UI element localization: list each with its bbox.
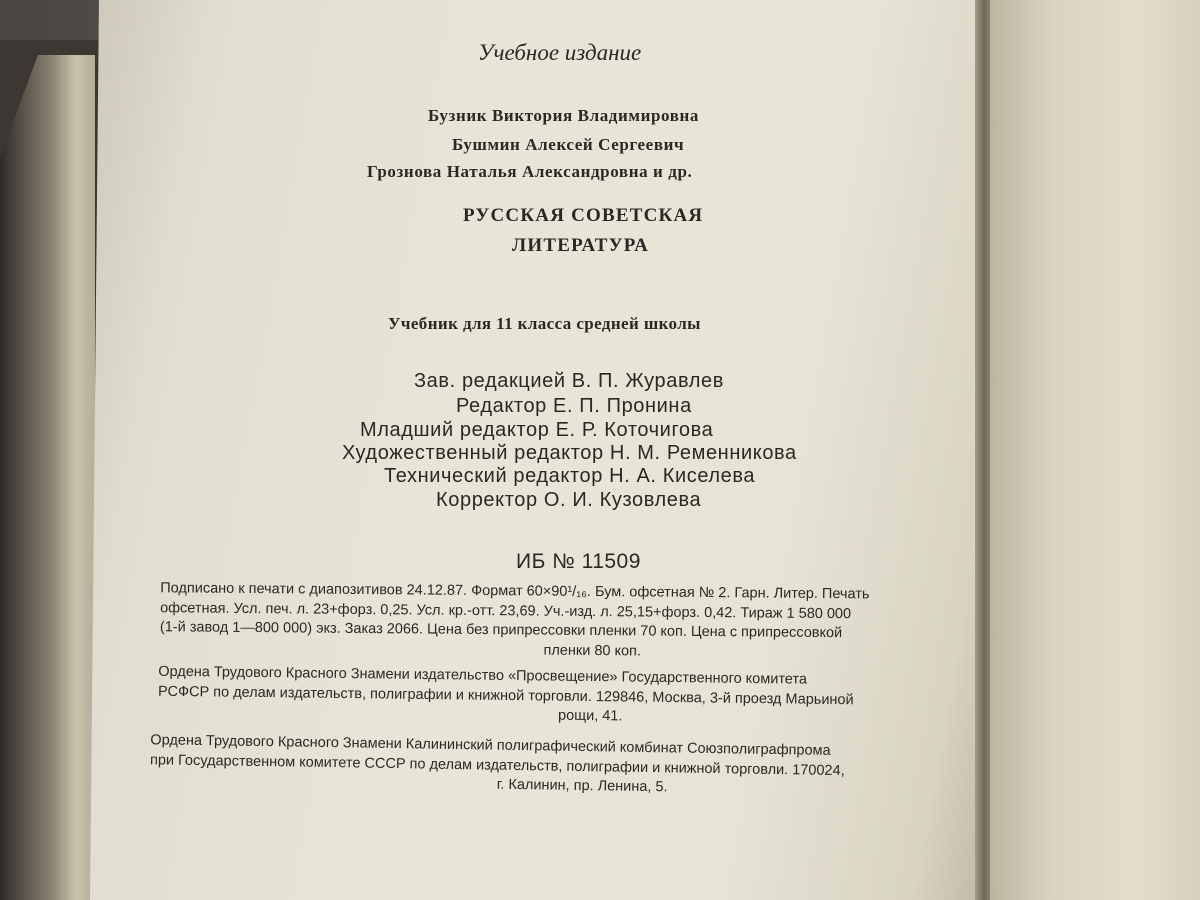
edition-type: Учебное издание (478, 40, 642, 65)
author-2: Бушмин Алексей Сергеевич (452, 135, 685, 154)
printer-line: г. Калинин, пр. Ленина, 5. (496, 776, 668, 796)
author-1: Бузник Виктория Владимировна (428, 106, 699, 125)
credit-art-editor: Художественный редактор Н. М. Ременникова (342, 442, 797, 464)
publisher-line: РСФСР по делам издательств, полиграфии и книжной торговли. 129846, Москва, 3-й проезд Марьиной (157, 683, 854, 708)
printer-line: Ордена Трудового Красного Знамени Калининский полиграфический комбинат Союзполиграфпрома (150, 732, 831, 759)
credit-technical-editor: Технический редактор Н. А. Киселева (384, 465, 756, 487)
book-page-right (990, 0, 1200, 900)
book-title-line-2: ЛИТЕРАТУРА (512, 235, 650, 256)
printer-line: при Государственном комитете СССР по делам издательств, полиграфии и книжной торговли. 170024, (149, 751, 845, 779)
author-3: Грознова Наталья Александровна и др. (367, 162, 693, 181)
credit-editor: Редактор Е. П. Пронина (456, 395, 692, 417)
credit-proofreader: Корректор О. И. Кузовлева (436, 489, 702, 511)
credit-junior-editor: Младший редактор Е. Р. Коточигова (360, 419, 714, 441)
publisher-line: рощи, 41. (557, 707, 623, 725)
book-title-line-1: РУССКАЯ СОВЕТСКАЯ (463, 205, 704, 226)
credit-managing-editor: Зав. редакцией В. П. Журавлев (414, 370, 724, 392)
publisher-line: Ордена Трудового Красного Знамени издательство «Просвещение» Государственного комитета (158, 663, 808, 688)
print-details-line: пленки 80 коп. (543, 642, 642, 659)
print-details-line: офсетная. Усл. печ. л. 23+форз. 0,25. Усл. кр.-отт. 23,69. Уч.-изд. л. 25,15+форз. 0,42. Тираж 1 580 000 (160, 599, 852, 622)
print-details-line: Подписано к печати с диапозитивов 24.12.87. Формат 60×90¹/₁₆. Бум. офсетная № 2. Гарн. Литер. Печать (160, 580, 870, 603)
print-details-line: (1-й завод 1—800 000) экз. Заказ 2066. Цена без припрессовки пленки 70 коп. Цена с припрессовкой (159, 619, 843, 642)
print-details (160, 579, 1026, 665)
publisher-info (158, 663, 1024, 732)
book-subtitle: Учебник для 11 класса средней школы (388, 314, 701, 333)
book-cover-edge (0, 55, 95, 900)
ib-number: ИБ № 11509 (516, 550, 641, 573)
